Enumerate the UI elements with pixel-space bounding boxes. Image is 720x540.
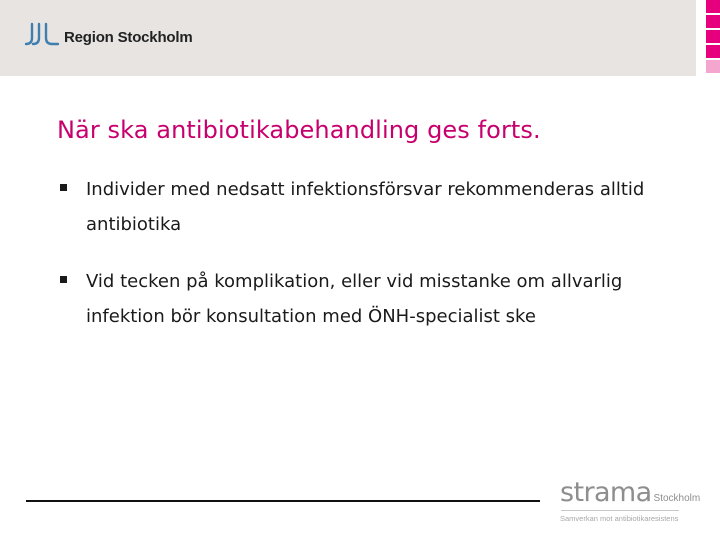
bullet-text: Vid tecken på komplikation, eller vid misstanke om allvarlig infektion bör konsultation med ÖNH-specialist ske	[86, 271, 623, 327]
header-band	[0, 0, 696, 76]
footer-divider	[26, 500, 540, 502]
accent-strip-segment	[706, 15, 720, 28]
accent-strip	[706, 0, 720, 76]
square-bullet-icon	[60, 276, 67, 283]
strama-underline	[561, 510, 679, 511]
square-bullet-icon	[60, 184, 67, 191]
bullet-text: Individer med nedsatt infektionsförsvar rekommenderas alltid antibiotika	[86, 179, 645, 235]
logo-text: Region Stockholm	[64, 28, 193, 46]
strama-wordmark: strama	[560, 477, 652, 508]
region-stockholm-logo	[24, 22, 192, 48]
bullet-item	[60, 172, 700, 242]
bullet-item	[60, 264, 700, 334]
strama-city: Stockholm	[653, 493, 701, 504]
strama-logo	[560, 478, 700, 523]
region-stockholm-logo-mark-icon	[24, 22, 60, 48]
strama-tagline: Samverkan mot antibiotikaresistens	[560, 514, 679, 523]
accent-strip-segment	[706, 60, 720, 73]
accent-strip-segment	[706, 30, 720, 43]
slide-title: När ska antibiotikabehandling ges forts.	[57, 116, 541, 144]
bullet-list	[60, 172, 700, 356]
accent-strip-segment	[706, 0, 720, 13]
accent-strip-segment	[706, 45, 720, 58]
